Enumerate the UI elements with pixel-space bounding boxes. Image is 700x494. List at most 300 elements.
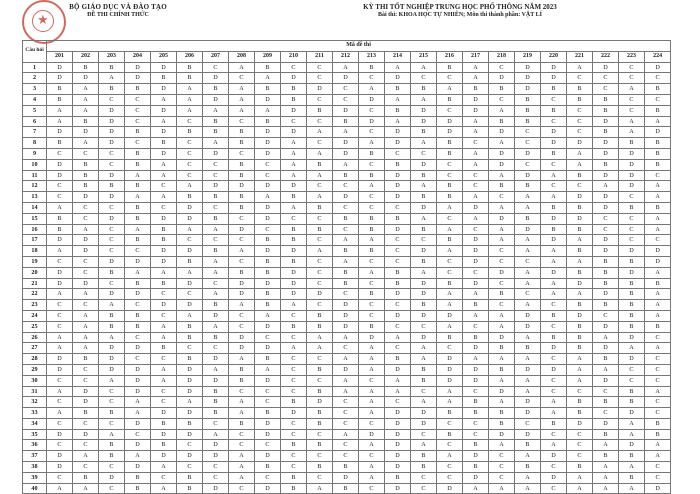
answer-cell: A bbox=[229, 472, 255, 483]
answer-cell: B bbox=[593, 397, 619, 408]
answer-cell: D bbox=[593, 170, 619, 181]
answer-cell: D bbox=[333, 73, 359, 84]
answer-cell: D bbox=[151, 84, 177, 95]
answer-cell: D bbox=[255, 213, 281, 224]
answer-cell: D bbox=[73, 127, 99, 138]
answer-cell: A bbox=[177, 84, 203, 95]
answer-cell: C bbox=[99, 235, 125, 246]
answer-cell: C bbox=[47, 300, 73, 311]
answer-cell: C bbox=[229, 386, 255, 397]
answer-cell: A bbox=[489, 224, 515, 235]
answer-cell: B bbox=[489, 181, 515, 192]
answer-cell: B bbox=[255, 289, 281, 300]
answer-cell: D bbox=[515, 170, 541, 181]
answer-cell: A bbox=[515, 354, 541, 365]
answer-cell: B bbox=[307, 440, 333, 451]
answer-cell: A bbox=[359, 138, 385, 149]
answer-cell: D bbox=[385, 418, 411, 429]
answer-cell: A bbox=[619, 418, 645, 429]
answer-cell: C bbox=[177, 235, 203, 246]
answer-cell: C bbox=[489, 192, 515, 203]
answer-cell: C bbox=[73, 148, 99, 159]
answer-cell: C bbox=[489, 246, 515, 257]
table-row bbox=[23, 310, 671, 321]
question-number: 10 bbox=[23, 159, 47, 170]
exam-subject: Bài thi: KHOA HỌC TỰ NHIÊN; Môn thi thành phần: VẬT LÍ bbox=[378, 12, 542, 18]
answer-cell: A bbox=[593, 181, 619, 192]
answer-cell: B bbox=[125, 148, 151, 159]
answer-cell: A bbox=[203, 224, 229, 235]
answer-cell: B bbox=[515, 105, 541, 116]
answer-cell: B bbox=[489, 343, 515, 354]
answer-cell: C bbox=[229, 429, 255, 440]
answer-cell: C bbox=[463, 386, 489, 397]
answer-cell: C bbox=[541, 116, 567, 127]
answer-cell: C bbox=[281, 354, 307, 365]
answer-cell: D bbox=[645, 62, 671, 73]
answer-cell: B bbox=[619, 386, 645, 397]
table-row bbox=[23, 159, 671, 170]
answer-cell: A bbox=[567, 483, 593, 494]
answer-cell: D bbox=[151, 451, 177, 462]
answer-cell: C bbox=[281, 213, 307, 224]
answer-cell: C bbox=[645, 364, 671, 375]
answer-cell: C bbox=[515, 289, 541, 300]
answer-cell: C bbox=[99, 224, 125, 235]
question-number: 28 bbox=[23, 354, 47, 365]
answer-cell: A bbox=[515, 386, 541, 397]
answer-cell: C bbox=[255, 170, 281, 181]
answer-cell: B bbox=[567, 224, 593, 235]
answer-cell: C bbox=[281, 418, 307, 429]
answer-cell: B bbox=[515, 440, 541, 451]
answer-cell: B bbox=[437, 94, 463, 105]
answer-cell: D bbox=[619, 332, 645, 343]
answer-cell: D bbox=[645, 246, 671, 257]
answer-cell: D bbox=[125, 73, 151, 84]
answer-cell: D bbox=[99, 105, 125, 116]
answer-cell: C bbox=[151, 310, 177, 321]
answer-cell: C bbox=[125, 246, 151, 257]
answer-cell: B bbox=[47, 138, 73, 149]
answer-cell: D bbox=[47, 267, 73, 278]
answer-cell: D bbox=[255, 278, 281, 289]
answer-cell: A bbox=[229, 462, 255, 473]
answer-cell: B bbox=[281, 483, 307, 494]
answer-cell: B bbox=[307, 159, 333, 170]
answer-cell: D bbox=[385, 408, 411, 419]
answer-cell: B bbox=[619, 397, 645, 408]
answer-cell: C bbox=[307, 181, 333, 192]
answer-cell: D bbox=[333, 148, 359, 159]
answer-cell: C bbox=[203, 278, 229, 289]
exam-code-header: 208 bbox=[229, 51, 255, 62]
answer-cell: A bbox=[229, 84, 255, 95]
answer-cell: B bbox=[619, 278, 645, 289]
question-number: 25 bbox=[23, 321, 47, 332]
answer-cell: D bbox=[281, 73, 307, 84]
answer-cell: A bbox=[229, 62, 255, 73]
answer-cell: B bbox=[255, 116, 281, 127]
answer-cell: D bbox=[333, 105, 359, 116]
answer-cell: B bbox=[177, 332, 203, 343]
answer-cell: B bbox=[177, 127, 203, 138]
answer-cell: D bbox=[99, 343, 125, 354]
answer-cell: C bbox=[203, 170, 229, 181]
answer-cell: D bbox=[177, 451, 203, 462]
answer-cell: D bbox=[281, 246, 307, 257]
answer-cell: A bbox=[463, 213, 489, 224]
table-row bbox=[23, 84, 671, 95]
answer-cell: C bbox=[515, 159, 541, 170]
answer-cell: C bbox=[47, 181, 73, 192]
answer-cell: B bbox=[203, 213, 229, 224]
answer-cell: C bbox=[307, 354, 333, 365]
answer-cell: A bbox=[281, 202, 307, 213]
answer-cell: D bbox=[125, 418, 151, 429]
answer-cell: C bbox=[203, 159, 229, 170]
answer-cell: A bbox=[73, 483, 99, 494]
answer-cell: D bbox=[463, 472, 489, 483]
answer-cell: B bbox=[385, 84, 411, 95]
answer-cell: C bbox=[99, 202, 125, 213]
answer-cell: C bbox=[307, 472, 333, 483]
answer-cell: D bbox=[125, 375, 151, 386]
answer-cell: D bbox=[411, 310, 437, 321]
answer-cell: A bbox=[47, 343, 73, 354]
answer-cell: B bbox=[99, 440, 125, 451]
answer-cell: B bbox=[385, 354, 411, 365]
answer-cell: B bbox=[99, 321, 125, 332]
answer-cell: D bbox=[437, 375, 463, 386]
answer-cell: C bbox=[125, 354, 151, 365]
answer-cell: D bbox=[177, 202, 203, 213]
answer-cell: C bbox=[463, 224, 489, 235]
answer-cell: A bbox=[73, 224, 99, 235]
answer-cell: C bbox=[463, 138, 489, 149]
answer-cell: D bbox=[203, 73, 229, 84]
answer-cell: D bbox=[47, 62, 73, 73]
answer-cell: B bbox=[359, 321, 385, 332]
answer-cell: A bbox=[125, 397, 151, 408]
answer-cell: B bbox=[619, 256, 645, 267]
answer-cell: D bbox=[333, 138, 359, 149]
answer-cell: B bbox=[619, 289, 645, 300]
answer-cell: B bbox=[645, 105, 671, 116]
answer-cell: A bbox=[489, 321, 515, 332]
answer-cell: C bbox=[255, 472, 281, 483]
answer-cell: D bbox=[255, 94, 281, 105]
answer-cell: C bbox=[177, 159, 203, 170]
answer-cell: C bbox=[541, 159, 567, 170]
answer-cell: B bbox=[359, 213, 385, 224]
answer-cell: C bbox=[73, 440, 99, 451]
answer-cell: D bbox=[47, 451, 73, 462]
answer-cell: C bbox=[437, 159, 463, 170]
answer-cell: B bbox=[463, 462, 489, 473]
table-row bbox=[23, 300, 671, 311]
answer-cell: D bbox=[333, 310, 359, 321]
answer-cell: A bbox=[255, 105, 281, 116]
answer-cell: D bbox=[359, 332, 385, 343]
question-number: 31 bbox=[23, 386, 47, 397]
answer-cell: D bbox=[385, 224, 411, 235]
answer-cell: B bbox=[645, 148, 671, 159]
answer-cell: A bbox=[619, 343, 645, 354]
exam-code-header: 202 bbox=[73, 51, 99, 62]
answer-cell: D bbox=[411, 159, 437, 170]
answer-cell: C bbox=[151, 472, 177, 483]
answer-cell: D bbox=[177, 364, 203, 375]
answer-cell: C bbox=[99, 94, 125, 105]
question-number: 13 bbox=[23, 192, 47, 203]
answer-cell: D bbox=[151, 300, 177, 311]
answer-cell: B bbox=[99, 84, 125, 95]
answer-cell: B bbox=[567, 267, 593, 278]
exam-code-header: 204 bbox=[125, 51, 151, 62]
answer-cell: A bbox=[515, 300, 541, 311]
answer-cell: A bbox=[229, 300, 255, 311]
answer-cell: B bbox=[411, 84, 437, 95]
answer-cell: C bbox=[125, 332, 151, 343]
answer-cell: C bbox=[281, 451, 307, 462]
exam-code-header: 206 bbox=[177, 51, 203, 62]
answer-cell: B bbox=[99, 451, 125, 462]
exam-code-header: 214 bbox=[385, 51, 411, 62]
answer-cell: D bbox=[203, 483, 229, 494]
question-number: 15 bbox=[23, 213, 47, 224]
answer-cell: B bbox=[385, 213, 411, 224]
answer-cell: C bbox=[359, 418, 385, 429]
answer-cell: A bbox=[541, 256, 567, 267]
answer-cell: B bbox=[73, 159, 99, 170]
answer-cell: D bbox=[177, 278, 203, 289]
answer-cell: D bbox=[177, 300, 203, 311]
answer-cell: D bbox=[463, 105, 489, 116]
answer-cell: C bbox=[463, 418, 489, 429]
table-row bbox=[23, 408, 671, 419]
answer-cell: A bbox=[229, 354, 255, 365]
answer-cell: B bbox=[463, 300, 489, 311]
answer-cell: B bbox=[203, 386, 229, 397]
answer-cell: C bbox=[229, 440, 255, 451]
answer-cell: C bbox=[541, 462, 567, 473]
answer-cell: D bbox=[515, 321, 541, 332]
answer-cell: C bbox=[151, 289, 177, 300]
answer-cell: C bbox=[437, 170, 463, 181]
answer-cell: C bbox=[541, 386, 567, 397]
answer-cell: A bbox=[619, 127, 645, 138]
answer-cell: C bbox=[333, 202, 359, 213]
answer-cell: B bbox=[411, 451, 437, 462]
answer-cell: D bbox=[593, 343, 619, 354]
answer-cell: C bbox=[151, 386, 177, 397]
answer-cell: D bbox=[255, 375, 281, 386]
answer-cell: A bbox=[99, 73, 125, 84]
answer-cell: B bbox=[411, 192, 437, 203]
answer-cell: C bbox=[567, 127, 593, 138]
answer-cell: C bbox=[567, 386, 593, 397]
answer-cell: C bbox=[125, 138, 151, 149]
answer-cell: C bbox=[177, 148, 203, 159]
answer-cell: B bbox=[255, 267, 281, 278]
table-row bbox=[23, 429, 671, 440]
answer-cell: C bbox=[385, 397, 411, 408]
answer-cell: B bbox=[47, 94, 73, 105]
answer-cell: A bbox=[567, 256, 593, 267]
answer-cell: A bbox=[619, 84, 645, 95]
answer-cell: B bbox=[125, 202, 151, 213]
answer-cell: D bbox=[593, 375, 619, 386]
answer-cell: A bbox=[567, 159, 593, 170]
answer-cell: A bbox=[177, 181, 203, 192]
answer-cell: B bbox=[619, 310, 645, 321]
answer-cell: B bbox=[255, 84, 281, 95]
answer-cell: A bbox=[73, 451, 99, 462]
answer-cell: B bbox=[99, 310, 125, 321]
question-number: 37 bbox=[23, 451, 47, 462]
answer-cell: A bbox=[47, 202, 73, 213]
answer-cell: A bbox=[333, 127, 359, 138]
table-row bbox=[23, 462, 671, 473]
answer-cell: B bbox=[593, 451, 619, 462]
answer-cell: A bbox=[125, 408, 151, 419]
answer-cell: C bbox=[333, 418, 359, 429]
answer-cell: A bbox=[203, 138, 229, 149]
exam-code-header: 220 bbox=[541, 51, 567, 62]
table-row bbox=[23, 375, 671, 386]
answer-cell: D bbox=[411, 332, 437, 343]
answer-cell: B bbox=[151, 440, 177, 451]
answer-cell: A bbox=[333, 159, 359, 170]
answer-cell: D bbox=[333, 192, 359, 203]
answer-cell: D bbox=[619, 159, 645, 170]
answer-cell: A bbox=[645, 116, 671, 127]
answer-cell: C bbox=[333, 289, 359, 300]
answer-cell: D bbox=[99, 116, 125, 127]
answer-cell: A bbox=[463, 73, 489, 84]
answer-cell: A bbox=[411, 213, 437, 224]
answer-cell: D bbox=[229, 224, 255, 235]
table-row bbox=[23, 62, 671, 73]
answer-cell: A bbox=[385, 332, 411, 343]
answer-cell: A bbox=[385, 94, 411, 105]
answer-cell: B bbox=[567, 170, 593, 181]
answer-cell: B bbox=[255, 62, 281, 73]
table-row bbox=[23, 289, 671, 300]
answer-cell: A bbox=[411, 94, 437, 105]
answer-cell: D bbox=[281, 127, 307, 138]
answer-cell: B bbox=[229, 202, 255, 213]
answer-cell: A bbox=[489, 170, 515, 181]
table-row bbox=[23, 483, 671, 494]
answer-cell: B bbox=[619, 451, 645, 462]
answer-cell: B bbox=[411, 127, 437, 138]
answer-cell: B bbox=[567, 84, 593, 95]
answer-cell: C bbox=[567, 429, 593, 440]
answer-cell: B bbox=[463, 397, 489, 408]
answer-cell: D bbox=[333, 300, 359, 311]
answer-cell: C bbox=[567, 73, 593, 84]
answer-cell: A bbox=[437, 397, 463, 408]
answer-cell: B bbox=[463, 332, 489, 343]
answer-cell: A bbox=[151, 94, 177, 105]
question-number: 32 bbox=[23, 397, 47, 408]
table-row bbox=[23, 127, 671, 138]
ministry-header bbox=[28, 3, 208, 18]
answer-cell: B bbox=[515, 213, 541, 224]
answer-cell: C bbox=[489, 462, 515, 473]
answer-cell: A bbox=[515, 332, 541, 343]
answer-cell: C bbox=[47, 310, 73, 321]
answer-cell: A bbox=[619, 483, 645, 494]
answer-cell: B bbox=[125, 127, 151, 138]
answer-cell: B bbox=[203, 408, 229, 419]
answer-cell: D bbox=[593, 418, 619, 429]
answer-cell: A bbox=[73, 84, 99, 95]
answer-cell: C bbox=[437, 73, 463, 84]
answer-cell: A bbox=[645, 267, 671, 278]
answer-cell: C bbox=[307, 375, 333, 386]
answer-cell: A bbox=[463, 192, 489, 203]
answer-cell: D bbox=[229, 289, 255, 300]
answer-cell: C bbox=[359, 127, 385, 138]
answer-cell: C bbox=[203, 62, 229, 73]
answer-cell: C bbox=[645, 375, 671, 386]
answer-cell: A bbox=[333, 429, 359, 440]
table-row bbox=[23, 321, 671, 332]
answer-cell: C bbox=[645, 73, 671, 84]
answer-cell: D bbox=[151, 429, 177, 440]
answer-cell: B bbox=[411, 375, 437, 386]
answer-cell: A bbox=[307, 127, 333, 138]
answer-cell: B bbox=[567, 332, 593, 343]
answer-cell: C bbox=[619, 375, 645, 386]
answer-cell: A bbox=[151, 170, 177, 181]
answer-cell: D bbox=[73, 192, 99, 203]
answer-cell: B bbox=[229, 159, 255, 170]
answer-cell: D bbox=[619, 354, 645, 365]
answer-cell: B bbox=[567, 94, 593, 105]
answer-cell: B bbox=[255, 354, 281, 365]
table-row bbox=[23, 354, 671, 365]
answer-cell: B bbox=[73, 181, 99, 192]
answer-cell: A bbox=[177, 224, 203, 235]
answer-cell: B bbox=[229, 170, 255, 181]
answer-cell: A bbox=[333, 235, 359, 246]
answer-cell: B bbox=[281, 94, 307, 105]
question-number: 2 bbox=[23, 73, 47, 84]
answer-cell: B bbox=[281, 256, 307, 267]
answer-cell: B bbox=[359, 224, 385, 235]
answer-cell: B bbox=[177, 354, 203, 365]
answer-cell: A bbox=[541, 408, 567, 419]
answer-cell: D bbox=[73, 429, 99, 440]
table-row bbox=[23, 343, 671, 354]
answer-cell: D bbox=[463, 278, 489, 289]
answer-cell: C bbox=[489, 300, 515, 311]
answer-cell: B bbox=[151, 343, 177, 354]
answer-cell: A bbox=[203, 267, 229, 278]
corner-label: Câu hỏi bbox=[23, 41, 47, 63]
question-number: 16 bbox=[23, 224, 47, 235]
answer-cell: A bbox=[359, 462, 385, 473]
answer-cell: D bbox=[73, 386, 99, 397]
answer-cell: C bbox=[307, 451, 333, 462]
answer-cell: C bbox=[463, 170, 489, 181]
answer-cell: D bbox=[229, 332, 255, 343]
answer-cell: A bbox=[151, 462, 177, 473]
